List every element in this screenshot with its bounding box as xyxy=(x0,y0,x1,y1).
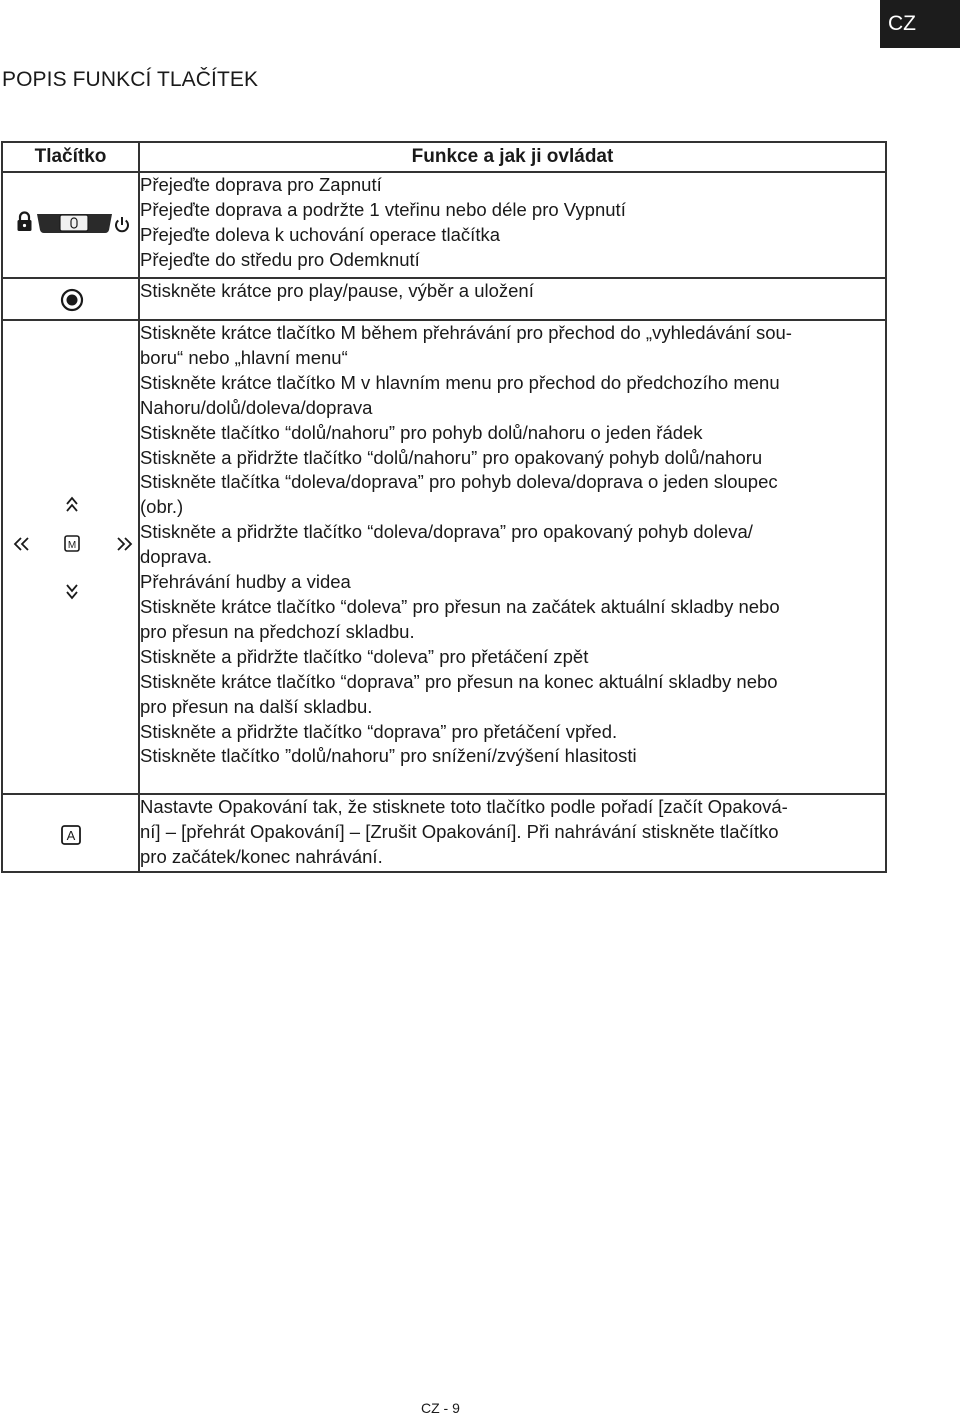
description-line: Přejeďte doprava a podržte 1 vteřinu nebo déle pro Vypnutí xyxy=(140,198,626,220)
button-cell xyxy=(2,278,139,320)
description-line: Nahoru/dolů/doleva/doprava xyxy=(140,396,373,418)
play-pause-button-icon xyxy=(60,288,84,312)
table-row xyxy=(2,794,886,872)
description-line: Stiskněte krátce pro play/pause, výběr a uložení xyxy=(140,280,534,301)
function-description xyxy=(139,794,886,872)
description-line: Přejeďte doleva k uchování operace tlačítka xyxy=(140,223,501,245)
right-arrow-icon xyxy=(118,538,131,550)
table-header-row xyxy=(2,142,886,172)
description-line: Stiskněte a přidržte tlačítko “dolů/nahoru” pro opakovaný pohyb dolů/nahoru xyxy=(140,446,763,468)
function-description xyxy=(139,320,886,794)
left-arrow-icon xyxy=(15,538,28,550)
button-cell xyxy=(2,320,139,794)
description-line: Nastavte Opakování tak, že stisknete toto tlačítko podle pořadí [začít Opaková- xyxy=(140,796,788,817)
function-description xyxy=(139,278,886,320)
page-title: POPIS FUNKCÍ TLAČÍTEK xyxy=(2,68,259,91)
column-header-button: Tlačítko xyxy=(2,142,139,172)
description-line: Přehrávání hudby a videa xyxy=(140,571,351,593)
description-line: Stiskněte a přidržte tlačítko “doleva/doprava” pro opakovaný pohyb doleva/ xyxy=(140,521,753,543)
description-line: Stiskněte krátce tlačítko M v hlavním menu pro přechod do předchozího menu xyxy=(140,371,780,393)
description-line: Stiskněte a přidržte tlačítko “doprava” pro přetáčení vpřed. xyxy=(140,720,618,742)
m-button-icon xyxy=(65,536,79,551)
description-line: Stiskněte krátce tlačítko “doleva” pro přesun na začátek aktuální skladby nebo xyxy=(140,595,780,617)
description-line: Stiskněte krátce tlačítko “doprava” pro přesun na konec aktuální skladby nebo xyxy=(140,670,778,692)
description-line: boru“ nebo „hlavní menu“ xyxy=(140,346,348,368)
description-line: doprava. xyxy=(140,546,212,568)
button-functions-table xyxy=(1,141,887,873)
description-line: pro přesun na další skladbu. xyxy=(140,695,373,717)
description-line: Stiskněte tlačítko “dolů/nahoru” pro pohyb dolů/nahoru o jeden řádek xyxy=(140,421,703,443)
button-cell xyxy=(2,794,139,872)
m-button-label: M xyxy=(67,540,77,551)
description-line: Přejeďte doprava pro Zapnutí xyxy=(140,174,382,195)
description-line: ní] – [přehrát Opakování] – [Zrušit Opakování]. Při nahrávání stiskněte tlačítko xyxy=(140,820,779,842)
repeat-a-button-icon xyxy=(60,824,82,846)
description-line: Stiskněte tlačítko ”dolů/nahoru” pro snížení/zvýšení hlasitosti xyxy=(140,745,637,767)
description-line: Přejeďte do středu pro Odemknutí xyxy=(140,248,420,270)
description-line: Stiskněte krátce tlačítko M během přehrávání pro přechod do „vyhledávání sou- xyxy=(140,322,792,343)
description-line: Stiskněte a přidržte tlačítko “doleva” pro přetáčení zpět xyxy=(140,645,589,667)
table-row xyxy=(2,172,886,278)
description-line: (obr.) xyxy=(140,496,184,518)
up-arrow-icon xyxy=(67,498,77,511)
button-cell xyxy=(2,172,139,278)
power-lock-slider-icon xyxy=(16,210,130,236)
description-line: pro přesun na předchozí skladbu. xyxy=(140,620,415,642)
column-header-function: Funkce a jak ji ovládat xyxy=(139,142,886,172)
language-badge: CZ xyxy=(880,0,960,48)
table-row xyxy=(2,278,886,320)
a-button-label: A xyxy=(66,828,76,843)
page-number: CZ - 9 xyxy=(421,1400,460,1416)
navigation-buttons-icon xyxy=(13,493,135,603)
description-line: Stiskněte tlačítka “doleva/doprava” pro pohyb doleva/doprava o jeden sloupec xyxy=(140,471,778,493)
description-line: pro začátek/konec nahrávání. xyxy=(140,845,383,867)
down-arrow-icon xyxy=(67,585,77,598)
function-description xyxy=(139,172,886,278)
table-row xyxy=(2,320,886,794)
